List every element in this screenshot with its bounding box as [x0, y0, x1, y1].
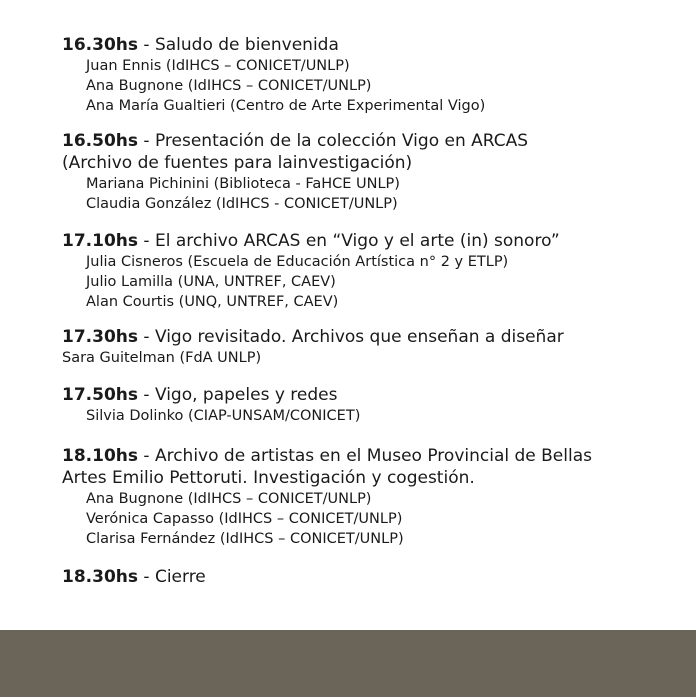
program-headline: [62, 230, 662, 252]
speaker: Verónica Capasso (IdIHCS – CONICET/UNLP): [86, 511, 403, 527]
speaker: Sara Guitelman (FdA UNLP): [62, 350, 262, 366]
program-title-continued: Artes Emilio Pettoruti. Investigación y cogestión.: [62, 468, 475, 488]
program-separator: -: [138, 231, 155, 251]
program-headline: [62, 445, 662, 467]
program-title: Saludo de bienvenida: [154, 35, 339, 55]
program-time: 18.10hs: [62, 446, 138, 466]
program-headline: [62, 566, 662, 588]
speaker: Clarisa Fernández (IdIHCS – CONICET/UNLP): [86, 531, 404, 547]
program-time: 17.10hs: [62, 231, 138, 251]
program-item-1710: [62, 230, 662, 312]
program-item-1630: [62, 34, 662, 116]
program-item-1730: [62, 326, 662, 368]
speaker: Silvia Dolinko (CIAP-UNSAM/CONICET): [86, 408, 361, 424]
speaker: Juan Ennis (IdIHCS – CONICET/UNLP): [86, 58, 350, 74]
program-separator: -: [138, 327, 155, 347]
program-time: 16.50hs: [62, 131, 138, 151]
program-time: 16.30hs: [62, 35, 138, 55]
program-headline: [62, 130, 662, 152]
program-title: Archivo de artistas en el Museo Provincial de Bellas: [154, 446, 592, 466]
program-headline: [62, 384, 662, 406]
program-title-continued: (Archivo de fuentes para lainvestigación): [62, 153, 413, 173]
speaker: Ana María Gualtieri (Centro de Arte Experimental Vigo): [86, 98, 486, 114]
program-headline: [62, 326, 662, 348]
speaker: Julio Lamilla (UNA, UNTREF, CAEV): [86, 274, 336, 290]
program-item-1810: [62, 445, 662, 549]
program-separator: -: [138, 385, 155, 405]
speaker: Ana Bugnone (IdIHCS – CONICET/UNLP): [86, 78, 372, 94]
program-time: 17.50hs: [62, 385, 138, 405]
program-separator: -: [138, 567, 155, 587]
program-separator: -: [138, 35, 155, 55]
program-headline: [62, 34, 662, 56]
program-item-1750: [62, 384, 662, 426]
program-title: Vigo, papeles y redes: [154, 385, 338, 405]
program-title: Cierre: [154, 567, 206, 587]
program-item-1830: [62, 566, 662, 588]
program-title: Presentación de la colección Vigo en ARCAS: [154, 131, 529, 151]
speaker: Claudia González (IdIHCS - CONICET/UNLP): [86, 196, 398, 212]
program-time: 17.30hs: [62, 327, 138, 347]
program-title: El archivo ARCAS en “Vigo y el arte (in) sonoro”: [154, 231, 560, 251]
speaker: Ana Bugnone (IdIHCS – CONICET/UNLP): [86, 491, 372, 507]
program-separator: -: [138, 446, 155, 466]
program-title: Vigo revisitado. Archivos que enseñan a diseñar: [154, 327, 564, 347]
footer-band: [0, 630, 696, 697]
program-time: 18.30hs: [62, 567, 138, 587]
program-separator: -: [138, 131, 155, 151]
program-item-1650: [62, 130, 662, 214]
speaker: Mariana Pichinini (Biblioteca - FaHCE UNLP): [86, 176, 400, 192]
speaker: Alan Courtis (UNQ, UNTREF, CAEV): [86, 294, 339, 310]
speaker: Julia Cisneros (Escuela de Educación Artística n° 2 y ETLP): [86, 254, 509, 270]
